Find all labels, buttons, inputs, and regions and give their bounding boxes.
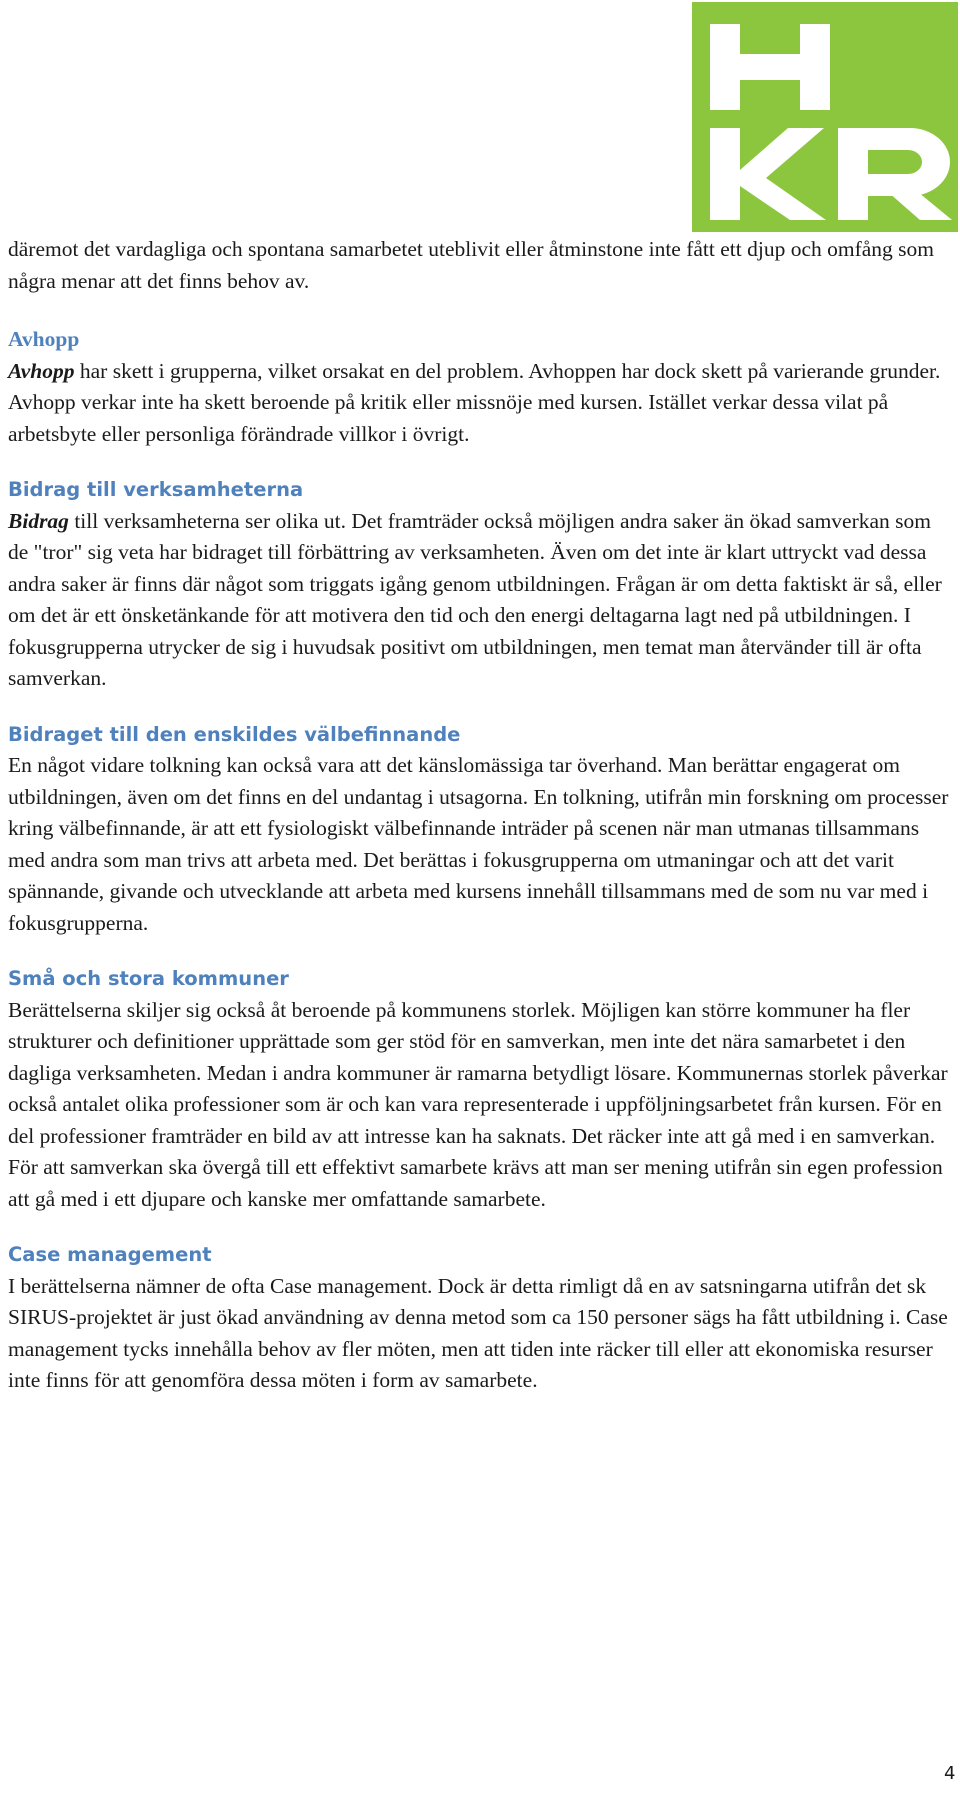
- section-heading-bidrag: Bidrag till verksamheterna: [8, 478, 304, 501]
- section-paragraph-avhopp: [8, 356, 952, 451]
- section-paragraph-kommuner: Berättelserna skiljer sig också åt beroende på kommunens storlek. Möjligen kan större kommuner ha fler strukturer och definitioner upprättade som ger stöd för en samverkan, men inte det nära samarbetet i den dagliga verksamheten. Medan i andra kommuner är ramarna betydligt lösare. Kommunernas storlek påverkar också antalet olika professioner som är och kan vara representerade i uppföljningsarbetet från kursen. För en del professioner framträder en bild av att intresse kan ha saknats. Det räcker inte att gå med i en samverkan. För att samverkan ska övergå till ett effektivt samarbete krävs att man ser mening utifrån sin egen profession att gå med i ett djupare och kanske mer omfattande samarbete.: [8, 997, 948, 1211]
- document-body: [8, 234, 952, 1397]
- section-heading-valbefinnande: Bidraget till den enskildes välbefinnande: [8, 722, 461, 746]
- section-heading-avhopp: Avhopp: [8, 327, 80, 351]
- section-paragraph-valbefinnande: En något vidare tolkning kan också vara att det känslomässiga tar överhand. Man berättar engagerat om utbildningen, även om det finns en del undantag i utsagorna. En tolkning, utifrån min forskning om processer kring välbefinnande, är att ett fysiologiskt välbefinnande inträder på scenen när man utmanas tillsammans med andra som man trivs att arbeta med. Det berättas i fokusgrupperna om utmaningar och att det varit spännande, givande och utvecklande att arbeta med kursens innehåll tillsammans med de som nu var med i fokusgrupperna.: [8, 753, 949, 935]
- section-heading-kommuner: Små och stora kommuner: [8, 967, 289, 990]
- lead-word: Bidrag: [8, 508, 69, 533]
- hkr-logo-letters-icon: [692, 2, 958, 232]
- paragraph-text: till verksamheterna ser olika ut. Det framträder också möjligen andra saker än ökad samverkan som de "tror" sig veta har bidraget till förbättring av verksamheten. Även om det inte är klart uttryckt vad dessa andra saker är finns där något som triggats igång genom utbildningen. Frågan är om detta faktiskt är så, eller om det är ett önsketänkande för att motivera den tid och den energi deltagarna lagt ned på utbildningen. I fokusgrupperna utrycker de sig i huvudsak positivt om utbildningen, men temat man återvänder till är ofta samverkan.: [8, 508, 942, 690]
- intro-paragraph: däremot det vardagliga och spontana samarbetet uteblivit eller åtminstone inte fått ett djup och omfång som några menar att det finns behov av.: [8, 237, 935, 293]
- section-heading-case-management: Case management: [8, 1243, 212, 1266]
- lead-word: Avhopp: [8, 358, 75, 383]
- hkr-logo: [692, 2, 958, 232]
- section-paragraph-case-management: I berättelserna nämner de ofta Case management. Dock är detta rimligt då en av satsningarna utifrån det sk SIRUS-projektet är just ökad användning av denna metod som ca 150 personer sägs ha fått utbildning i. Case management tycks innehålla behov av fler möten, men att tiden inte räcker till eller att ekonomiska resurser inte finns för att genomföra dessa möten i form av samarbete.: [8, 1273, 948, 1392]
- section-paragraph-bidrag: [8, 506, 952, 695]
- page-number: 4: [944, 1763, 956, 1784]
- paragraph-text: har skett i grupperna, vilket orsakat en del problem. Avhoppen har dock skett på varierande grunder. Avhopp verkar inte ha skett beroende på kritik eller missnöje med kursen. Istället verkar dessa vilat på arbetsbyte eller personliga förändrade villkor i övrigt.: [8, 358, 941, 446]
